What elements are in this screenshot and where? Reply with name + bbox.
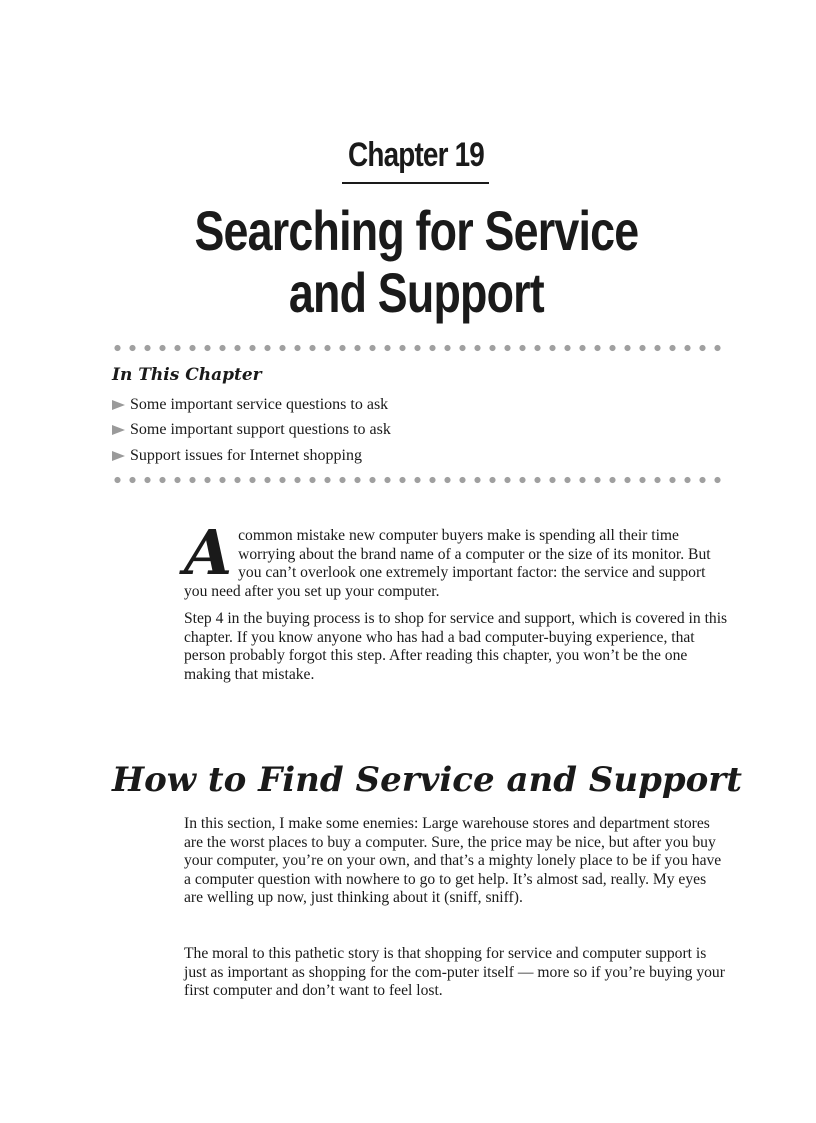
section-heading: How to Find Service and Support [112,760,742,800]
list-item-text: Some important support questions to ask [130,421,391,439]
dotted-rule-top [110,343,722,353]
chapter-topic-list [110,392,391,469]
list-item [110,418,391,444]
list-item-text: Support issues for Internet shopping [130,446,362,464]
dotted-rule-bottom [110,475,722,485]
chapter-label: Chapter 19 [348,136,484,174]
section-paragraph-1: In this section, I make some enemies: Large warehouse stores and department stores are the worst places to buy a computer. Sure, the price may be nice, but after you buy your computer, you’re on your own, and that’s a mighty lonely place to be if you have a computer question with nowhere to go to get help. It’s almost sad, really. My eyes are welling up now, just thinking about it (sniff, sniff). [184,815,722,907]
triangle-bullet-icon [110,424,128,436]
intro-paragraph-1-text: common mistake new computer buyers make is spending all their time worrying about the brand name of a computer or the size of its monitor. But you can’t overlook one extremely important factor: the service and support you need after you set up your computer. [184,527,711,600]
intro-paragraph-1 [184,516,729,601]
drop-cap: A [184,516,233,589]
list-item [110,392,391,418]
chapter-label-underline [342,182,489,184]
chapter-title [0,200,816,324]
chapter-title-line-2: and Support [288,261,544,324]
section-paragraph-2: The moral to this pathetic story is that shopping for service and computer support is just as important as shopping for the com-puter itself — more so if you’re buying your first computer and don’t want to feel lost. [184,945,725,1000]
in-this-chapter-heading: In This Chapter [112,365,262,385]
intro-paragraph-2: Step 4 in the buying process is to shop for service and support, which is covered in this chapter. If you know anyone who has had a bad computer-buying experience, that person probably forgot this step. After reading this chapter, you won’t be the one making that mistake. [184,610,728,683]
triangle-bullet-icon [110,450,128,462]
list-item-text: Some important service questions to ask [130,395,389,413]
triangle-bullet-icon [110,399,128,411]
list-item [110,443,391,469]
chapter-title-line-1: Searching for Service [194,199,638,262]
